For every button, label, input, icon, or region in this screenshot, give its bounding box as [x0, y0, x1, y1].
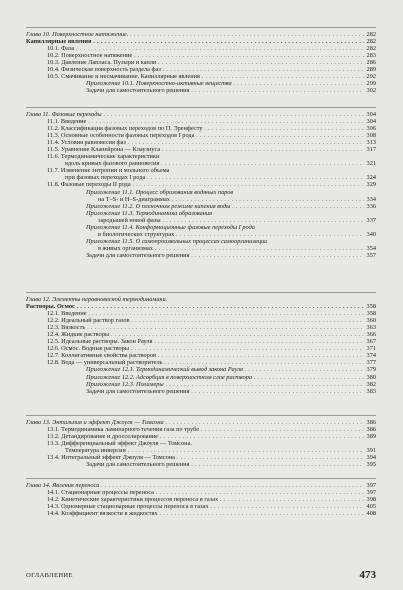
toc-entry[interactable] [26, 433, 376, 440]
toc-entry-page: 336 [366, 202, 376, 210]
toc-entry-page: 282 [366, 31, 376, 38]
toc-entry[interactable] [26, 366, 376, 373]
toc-entry-title: 12.5. Идеальные растворы. Закон Рауля . . . [47, 338, 364, 345]
toc-entry-title: Глава 11. Фазовые переходы . . . [26, 111, 364, 118]
toc-entry-page: 334 [366, 195, 376, 203]
toc-entry-title: 11.8. Фазовые переходы II рода . . . [47, 181, 364, 188]
footer-section-title: ОГЛАВЛЕНИЕ [26, 572, 73, 579]
toc-entry[interactable] [26, 132, 376, 139]
rule-5 [26, 478, 376, 479]
toc-entry-page: 374 [366, 352, 376, 360]
toc-entry-page: 308 [366, 132, 376, 140]
toc-entry-title: Задачи для самостоятельного решения . . . [86, 252, 364, 259]
toc-entry[interactable] [26, 189, 376, 196]
toc-entry[interactable] [26, 66, 376, 73]
toc-entry-title: Глава 14. Явления переноса . . . [26, 482, 364, 489]
toc-entry[interactable] [26, 224, 376, 231]
toc-entry-page: 386 [366, 419, 376, 426]
toc-entry[interactable] [26, 146, 376, 153]
toc-entry-page: 299 [366, 80, 376, 88]
toc-entry[interactable] [26, 139, 376, 146]
toc-entry-page: 405 [366, 503, 376, 511]
toc-section [26, 296, 376, 395]
toc-entry[interactable] [26, 388, 376, 395]
toc-entry[interactable] [26, 210, 376, 217]
toc-entry-page: 354 [366, 244, 376, 252]
toc-entry[interactable] [26, 461, 376, 468]
toc-section [26, 419, 376, 468]
toc-entry[interactable] [26, 160, 376, 167]
toc-entry-page: 377 [366, 359, 376, 367]
toc-entry-page: 363 [366, 324, 376, 332]
toc-entry-page: 324 [366, 174, 376, 182]
toc-entry-title: Глава 13. Энтальпия и эффект Джоуля — Томсона . . . [26, 419, 364, 426]
toc-entry-page: 282 [366, 45, 376, 53]
rule-4 [26, 415, 376, 416]
toc-entry[interactable] [26, 447, 376, 454]
page-footer [26, 569, 376, 583]
toc-entry-title: Глава 12. Элементы неравновесной термодинамики. [26, 296, 168, 303]
toc-entry-title: Глава 10. Поверхностное натяжение. . . . [26, 31, 364, 38]
toc-entry-page: 329 [366, 181, 376, 189]
toc-entry[interactable] [26, 45, 376, 52]
toc-entry-page: 380 [366, 373, 376, 381]
toc-entry-page: 383 [366, 387, 376, 395]
toc-entry-title: 13.2. Детандирование и дросселирование . . . [47, 433, 364, 440]
toc-entry-title: Задачи для самостоятельного решения . . . [86, 461, 364, 468]
toc-entry-title: 10.3. Давление Лапласа. Пузыри и капли . . . [47, 59, 364, 66]
toc-entry-title: 13.1. Термодинамика ламинарного течения газа по трубе . . . [47, 426, 364, 433]
toc-entry-title: 12.6. Осмос. Водные растворы . . . [47, 345, 364, 352]
toc-entry-page: 371 [366, 345, 376, 353]
rule-1 [26, 27, 376, 28]
toc-entry-page: 304 [366, 118, 376, 126]
toc-entry[interactable] [26, 419, 376, 426]
toc-entry-title: 14.3. Одномерные стационарные процессы переноса в газах . . . [47, 503, 364, 510]
toc-entry[interactable] [26, 454, 376, 461]
toc-section [26, 111, 376, 259]
toc-entry-page: 304 [366, 111, 376, 118]
toc-entry-page: 408 [366, 510, 376, 518]
toc-entry-title: Растворы. Осмос . . . [26, 303, 364, 310]
toc-entry-page: 360 [366, 317, 376, 325]
toc-entry-page: 382 [366, 380, 376, 388]
toc-entry-title: 11.2. Классификация фазовых переходов по П. Эренфесту . . . [47, 125, 364, 132]
toc-entry-title: 11.4. Условия равновесия фаз . . . [47, 139, 364, 146]
toc-entry[interactable] [26, 489, 376, 496]
toc-entry-title: Капиллярные явления . . . [26, 38, 364, 45]
toc-entry-page: 391 [366, 447, 376, 455]
toc-entry-page: 397 [366, 489, 376, 497]
toc-entry-page: 367 [366, 338, 376, 346]
toc-entry-title: Приложение 11.2. О пленочном режиме кипения воды . . . [86, 203, 364, 210]
toc-entry[interactable] [26, 303, 376, 310]
toc-entry[interactable] [26, 510, 376, 517]
toc-entry[interactable] [26, 345, 376, 352]
toc-entry-title: в живых организмах . . . [98, 245, 364, 252]
toc-entry-title: Приложение 11.4. Конформационные фазовые переходы I рода [86, 223, 255, 231]
toc-entry-title: 13.4. Интегральный эффект Джоуля — Томсона . . . [47, 454, 364, 461]
toc-entry-title: 10.5. Смачивание и несмачивание. Капиллярные явления . . . [47, 73, 364, 80]
toc-entry-title: 14.4. Коэффициент вязкости в жидкостях . . . [47, 510, 364, 517]
toc-entry[interactable] [26, 496, 376, 503]
toc-section [26, 482, 376, 517]
toc-entry-title: 12.4. Жидкие растворы . . . [47, 331, 364, 338]
toc-entry[interactable] [26, 310, 376, 317]
toc-entry-page: 366 [366, 331, 376, 339]
rule-2 [26, 107, 376, 108]
toc-entry-title: 12.1. Введение . . . [47, 310, 364, 317]
toc-entry[interactable] [26, 252, 376, 259]
toc-entry-title: 12.3. Вязкость . . . [47, 324, 364, 331]
toc-entry[interactable] [26, 111, 376, 118]
toc-entry[interactable] [26, 374, 376, 381]
toc-entry-title: 10.4. Физическая поверхность раздела фаз . . . [47, 66, 364, 73]
toc-entry-page: 302 [366, 87, 376, 95]
toc-entry[interactable] [26, 296, 376, 303]
toc-entry[interactable] [26, 359, 376, 366]
toc-entry-page: 394 [366, 454, 376, 462]
toc-entry[interactable] [26, 87, 376, 94]
toc-entry[interactable] [26, 203, 376, 210]
toc-entry[interactable] [26, 38, 376, 45]
toc-entry-title: 10.1. Фаза . . . [47, 45, 364, 52]
toc-entry-title: 10.2. Поверхностное натяжение . . . [47, 52, 364, 59]
toc-entry-page: 282 [366, 38, 376, 46]
toc-entry[interactable] [26, 482, 376, 489]
toc-entry[interactable] [26, 440, 376, 447]
toc-entry-page: 397 [366, 482, 376, 489]
toc-entry-page: 292 [366, 73, 376, 81]
toc-entry[interactable] [26, 31, 376, 38]
toc-entry-page: 283 [366, 52, 376, 60]
toc-entry[interactable] [26, 381, 376, 388]
toc-entry-page: 379 [366, 366, 376, 374]
toc-entry-page: 306 [366, 125, 376, 133]
toc-entry-page: 337 [366, 216, 376, 224]
toc-entry-page: 389 [366, 433, 376, 441]
toc-entry-title: 11.3. Основные особенности фазовых переходов I рода . . . [47, 132, 364, 139]
toc-entry-page: 317 [366, 146, 376, 154]
toc-entry[interactable] [26, 125, 376, 132]
toc-entry[interactable] [26, 503, 376, 510]
toc-entry-page: 321 [366, 160, 376, 168]
toc-entry-title: Приложение 10.1. Поверхностно-активные вещества . . . [86, 80, 364, 87]
toc-entry-page: 358 [366, 310, 376, 318]
toc-entry-title: 11.5. Уравнение Клапейрона — Клаузиуса . . . [47, 146, 364, 153]
toc-entry-page: 358 [366, 303, 376, 311]
toc-entry[interactable] [26, 331, 376, 338]
toc-entry[interactable] [26, 352, 376, 359]
toc-entry[interactable] [26, 174, 376, 181]
toc-entry-page: 289 [366, 66, 376, 74]
toc-entry-title: при фазовых переходах I рода . . . [65, 174, 364, 181]
toc-entry[interactable] [26, 181, 376, 188]
toc-entry-title: 14.2. Кинетические характеристики процессов переноса в газах . . . [47, 496, 364, 503]
toc-entry-title: Приложение 11.3. Термодинамика образования [86, 209, 212, 217]
toc-entry-page: 395 [366, 461, 376, 469]
toc-entry-title: Приложение 11.5. О самопроизвольных процессах самоорганизации [86, 237, 268, 245]
toc-entry-title: 13.3. Дифференциальный эффект Джоуля — Томсона. [47, 440, 192, 448]
toc-entry-title: 14.1. Стационарные процессы переноса . . . [47, 489, 364, 496]
toc-entry-page: 313 [366, 139, 376, 147]
toc-entry-title: Температура инверсии . . . [65, 447, 364, 454]
toc-entry-title: 11.7. Изменение энтропии и мольного объема [47, 167, 170, 175]
toc-entry-title: Приложение 12.3. Полимеры . . . [86, 381, 364, 388]
toc-entry-title: Приложение 12.2. Адсорбция в поверхностном слое раствора . . . [86, 374, 364, 381]
toc-section [26, 31, 376, 94]
toc-entry[interactable] [26, 245, 376, 252]
toc-entry-page: 340 [366, 230, 376, 238]
toc-entry-title: Приложение 12.1. Термодинамический вывод закона Рауля . . . [86, 366, 364, 373]
toc-entry-title: 12.2. Идеальный раствор газов . . . [47, 317, 364, 324]
toc-entry[interactable] [26, 426, 376, 433]
toc-entry[interactable] [26, 324, 376, 331]
toc-entry[interactable] [26, 73, 376, 80]
toc-entry[interactable] [26, 80, 376, 87]
toc-entry[interactable] [26, 317, 376, 324]
toc-entry-title: в биологических структурах . . . [98, 231, 364, 238]
toc-entry[interactable] [26, 118, 376, 125]
toc-entry-title: зародышей новой фазы . . . [98, 217, 364, 224]
toc-entry-title: Приложение 11.1. Процесс образования водяных паров [86, 188, 234, 196]
toc-entry-page: 357 [366, 251, 376, 259]
toc-entry[interactable] [26, 153, 376, 160]
toc-entry-page: 286 [366, 59, 376, 67]
toc-entry[interactable] [26, 231, 376, 238]
rule-3 [26, 292, 376, 293]
toc-entry[interactable] [26, 238, 376, 245]
toc-entry-title: 11.1. Введение . . . [47, 118, 364, 125]
toc-entry-page: 386 [366, 426, 376, 434]
toc-entry[interactable] [26, 338, 376, 345]
toc-entry-title: вдоль кривых фазового равновесия . . . [65, 160, 364, 167]
toc-entry-page: 398 [366, 496, 376, 504]
toc-entry[interactable] [26, 167, 376, 174]
toc-entry[interactable] [26, 217, 376, 224]
toc-entry-title: Задачи для самостоятельного решения . . . [86, 388, 364, 395]
toc-entry-title: Задачи для самостоятельного решения . . . [86, 87, 364, 94]
toc-entry[interactable] [26, 52, 376, 59]
toc-entry-title: 12.8. Вода — универсальный растворитель . . . [47, 359, 364, 366]
toc-entry-title: 11.6. Термодинамические характеристики [47, 153, 160, 161]
page-number: 473 [359, 569, 376, 581]
toc-entry-title: 12.7. Коллигативные свойства растворов . . . [47, 352, 364, 359]
toc-entry-title: на T–S- и H–S-диаграммах . . . [98, 196, 364, 203]
toc-entry[interactable] [26, 196, 376, 203]
toc-entry[interactable] [26, 59, 376, 66]
